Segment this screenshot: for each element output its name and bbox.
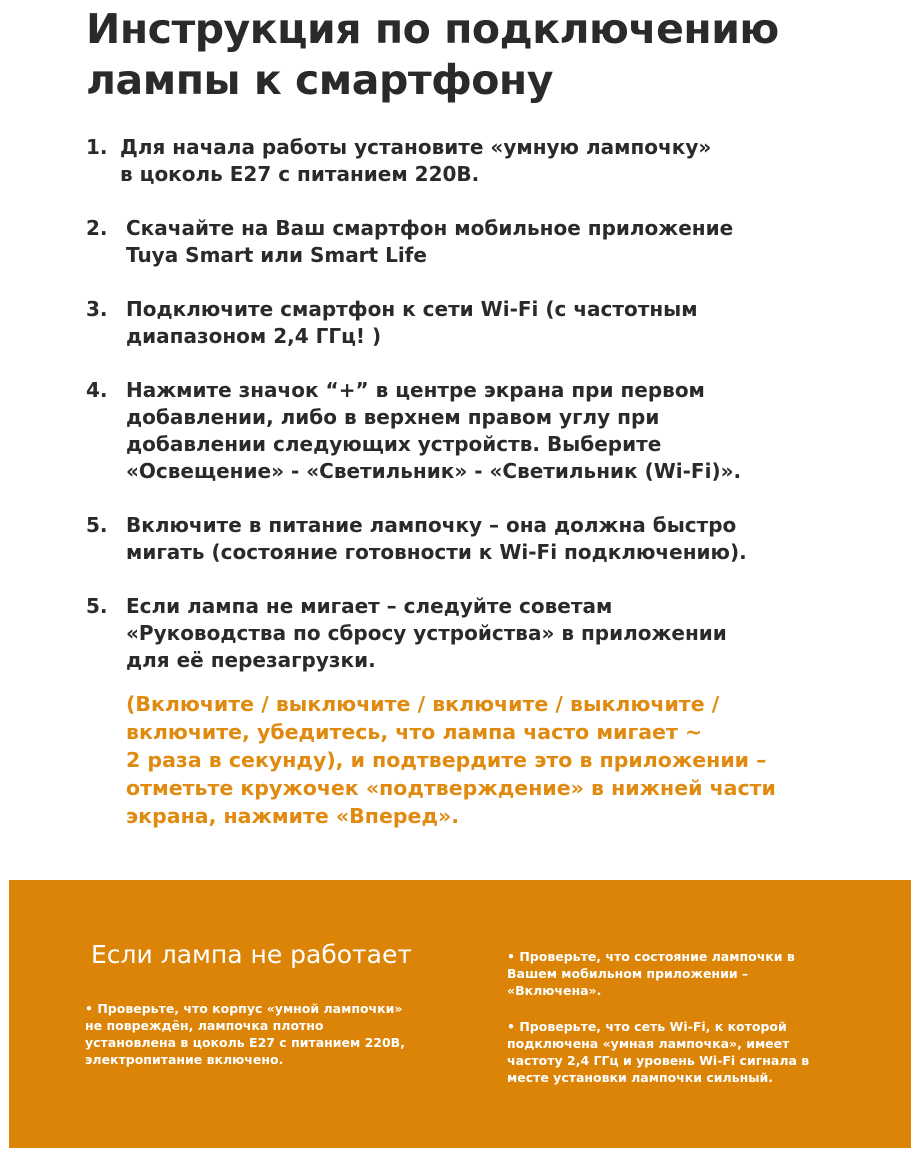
banner-tip-body: • Проверьте, что корпус «умной лампочки» не повреждён, лампочка плотно установлена в цоколь E27 с питанием 220В, электропитание включено. xyxy=(85,1001,405,1067)
step-number: 3. xyxy=(86,297,108,321)
banner-title: Если лампа не работает xyxy=(91,940,412,969)
step-text: Включите в питание лампочку – она должна быстро мигать (состояние готовности к Wi-Fi подключению). xyxy=(126,513,747,564)
step-number: 4. xyxy=(86,378,108,402)
step-item xyxy=(86,296,866,350)
step-number: 5. xyxy=(86,594,108,618)
step-text: Скачайте на Ваш смартфон мобильное приложение Tuya Smart или Smart Life xyxy=(126,216,734,267)
banner-tip-wifi: • Проверьте, что сеть Wi-Fi, к которой подключена «умная лампочка», имеет частоту 2,4 ГГц и уровень Wi-Fi сигнала в месте установки лампочки сильный. xyxy=(507,1019,810,1085)
step-number: 1. xyxy=(86,135,108,159)
step-text: Нажмите значок “+” в центре экрана при первом добавлении, либо в верхнем правом углу при добавлении следующих устройств. Выберите «Освещение» - «Светильник» - «Светильник (Wi-Fi)». xyxy=(126,378,742,483)
step-item xyxy=(86,134,866,188)
troubleshooting-banner xyxy=(9,880,911,1148)
step-number: 5. xyxy=(86,513,108,537)
step-item xyxy=(86,512,866,566)
step-text: Для начала работы установите «умную лампочку» в цоколь E27 с питанием 220В. xyxy=(120,135,712,186)
reset-note: (Включите / выключите / включите / выключите / включите, убедитесь, что лампа часто мигает ~ 2 раза в секунду), и подтвердите это в приложении – отметьте кружочек «подтверждение» в нижней части экрана, нажмите «Вперед». xyxy=(126,692,776,828)
step-number: 2. xyxy=(86,216,108,240)
step-text: Если лампа не мигает – следуйте советам «Руководства по сбросу устройства» в приложении для её перезагрузки. xyxy=(126,594,727,672)
page-title: Инструкция по подключению лампы к смартфону xyxy=(86,5,779,104)
banner-tip-app-state: • Проверьте, что состояние лампочки в Вашем мобильном приложении – «Включена». xyxy=(507,949,795,998)
step-item xyxy=(86,593,866,674)
step-item xyxy=(86,377,866,485)
step-item xyxy=(86,215,866,269)
step-text: Подключите смартфон к сети Wi-Fi (с частотным диапазоном 2,4 ГГц! ) xyxy=(126,297,698,348)
instruction-steps xyxy=(86,134,866,701)
